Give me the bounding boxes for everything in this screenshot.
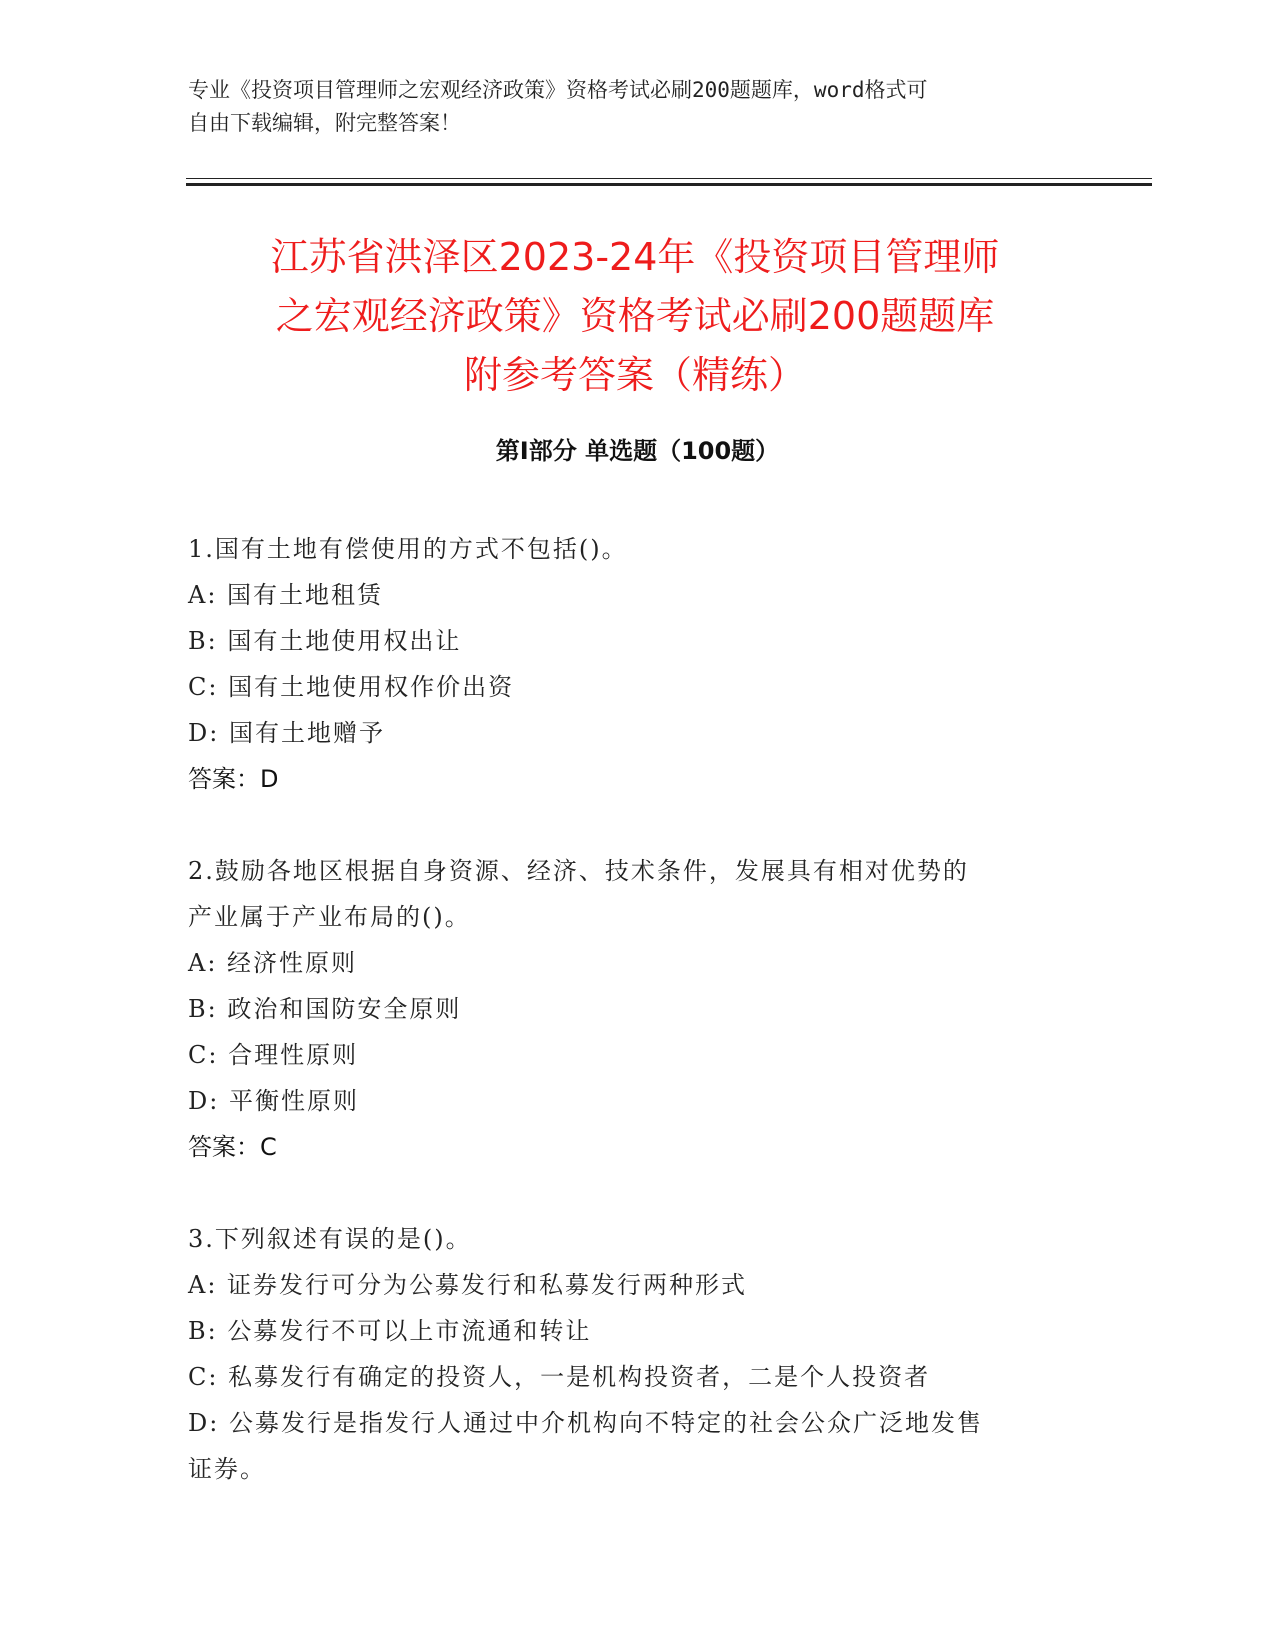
answer: 答案：D [188, 765, 279, 793]
option-a: A: 经济性原则 [188, 949, 358, 977]
header-note-line-1: 专业《投资项目管理师之宏观经济政策》资格考试必刷200题题库，word格式可 [188, 78, 928, 102]
option-c: C: 私募发行有确定的投资人，一是机构投资者，二是个人投资者 [188, 1363, 931, 1391]
header-note-line-2: 自由下载编辑，附完整答案！ [188, 111, 461, 135]
option-d: D: 平衡性原则 [188, 1087, 359, 1115]
answer: 答案：C [188, 1133, 277, 1161]
option-b: B: 国有土地使用权出让 [188, 627, 462, 655]
option-a: A: 国有土地租赁 [188, 581, 384, 609]
question-stem: 3.下列叙述有误的是()。 [188, 1225, 472, 1253]
question-2 [188, 848, 1068, 1170]
option-b: B: 政治和国防安全原则 [188, 995, 462, 1023]
question-stem: 2.鼓励各地区根据自身资源、经济、技术条件，发展具有相对优势的 [188, 857, 969, 885]
document-title [180, 228, 1090, 405]
header-note [188, 74, 1068, 140]
question-list [188, 526, 1068, 1538]
question-3 [188, 1216, 1068, 1492]
option-d: D: 国有土地赠予 [188, 719, 385, 747]
option-c: C: 合理性原则 [188, 1041, 359, 1069]
document-title-line-2: 之宏观经济政策》资格考试必刷200题题库 [275, 294, 995, 338]
option-a: A: 证券发行可分为公募发行和私募发行两种形式 [188, 1271, 748, 1299]
option-d-continued: 证券。 [188, 1455, 266, 1483]
section-heading: 第Ⅰ部分 单选题（100题） [495, 437, 780, 465]
header-divider-thick [186, 183, 1152, 186]
question-stem-continued: 产业属于产业布局的()。 [188, 903, 471, 931]
document-title-line-3: 附参考答案（精练） [463, 353, 806, 397]
option-c: C: 国有土地使用权作价出资 [188, 673, 515, 701]
option-d: D: 公募发行是指发行人通过中介机构向不特定的社会公众广泛地发售 [188, 1409, 983, 1437]
question-1 [188, 526, 1068, 802]
option-b: B: 公募发行不可以上市流通和转让 [188, 1317, 592, 1345]
header-divider-thin [186, 178, 1152, 179]
document-title-line-1: 江苏省洪泽区2023-24年《投资项目管理师 [270, 235, 1000, 279]
question-stem: 1.国有土地有偿使用的方式不包括()。 [188, 535, 628, 563]
